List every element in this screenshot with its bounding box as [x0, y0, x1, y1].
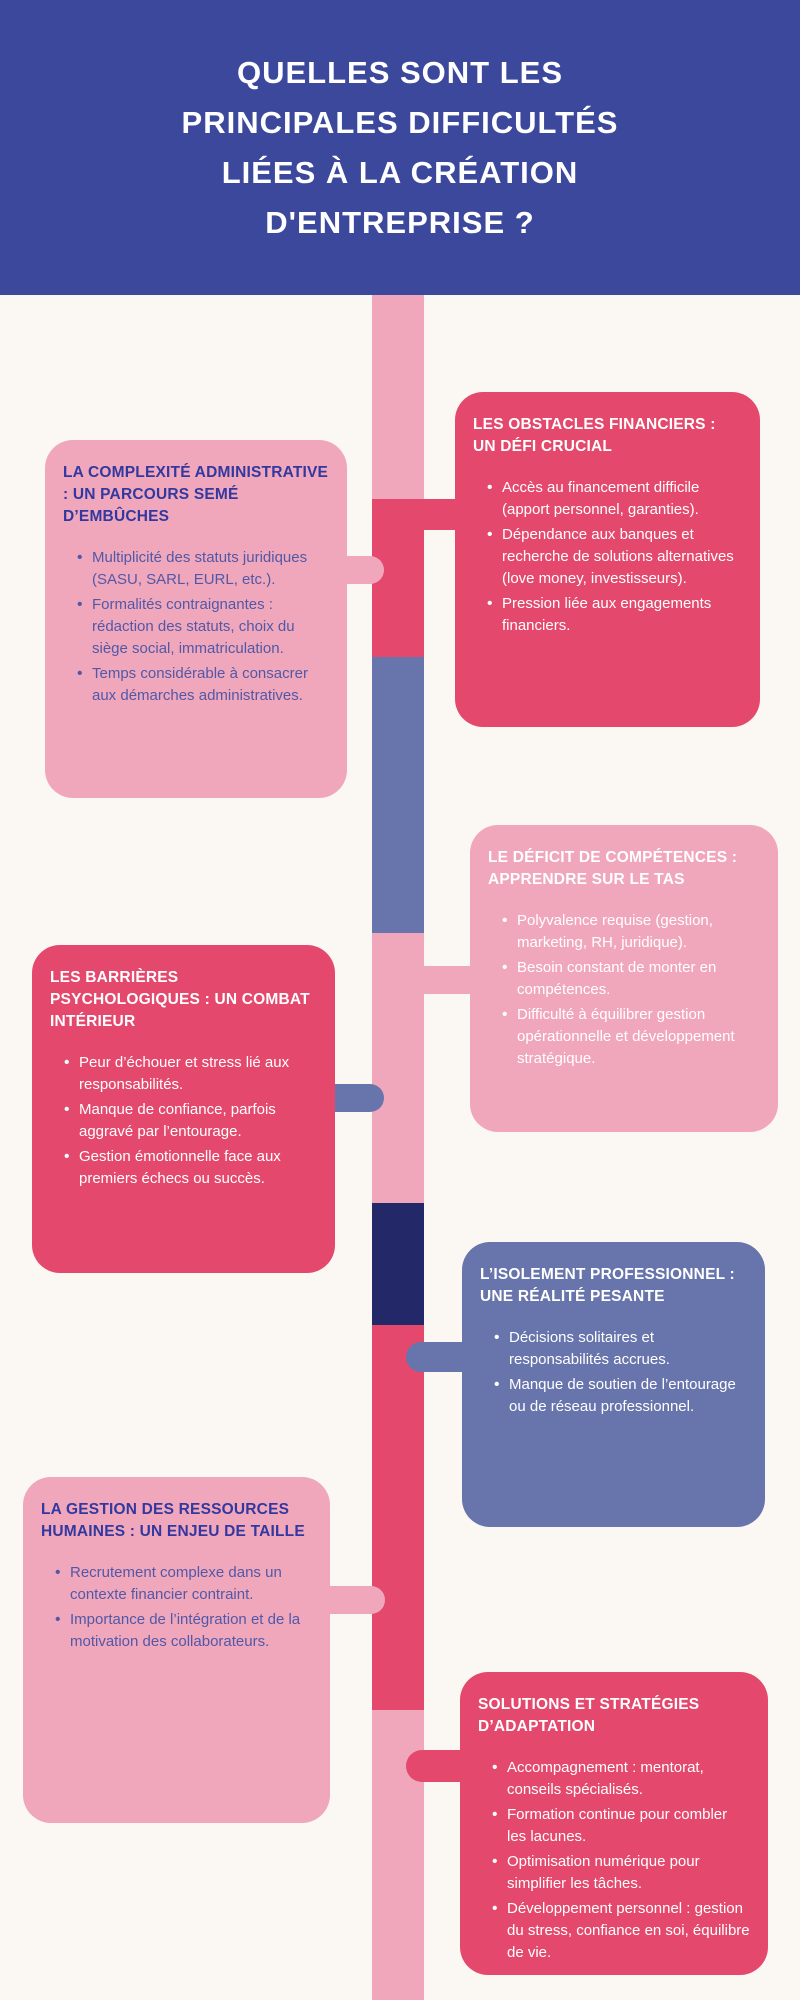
card-bullet-list	[488, 910, 760, 1070]
page-title-line: PRINCIPALES DIFFICULTÉS	[181, 104, 619, 140]
bullet-item: • Formation continue pour combler les lacunes.	[507, 1804, 750, 1848]
bullet-item: • Recrutement complexe dans un contexte financier contraint.	[70, 1562, 312, 1606]
bullet-item: • Optimisation numérique pour simplifier les tâches.	[507, 1851, 750, 1895]
timeline-segment-pink-1	[372, 295, 424, 499]
bullet-item: • Dépendance aux banques et recherche de solutions alternatives (love money, investisseurs).	[502, 524, 742, 590]
bullet-item: • Difficulté à équilibrer gestion opérationnelle et développement stratégique.	[517, 1004, 760, 1070]
bullet-item: • Multiplicité des statuts juridiques (SASU, SARL, EURL, etc.).	[92, 547, 329, 591]
bullet-item: • Peur d’échouer et stress lié aux responsabilités.	[79, 1052, 317, 1096]
bullet-item: • Polyvalence requise (gestion, marketing, RH, juridique).	[517, 910, 760, 954]
connector-gestion-rh	[330, 1586, 385, 1614]
connector-isolement-professionnel	[406, 1342, 468, 1372]
bullet-item: • Formalités contraignantes : rédaction des statuts, choix du siège social, immatriculation.	[92, 594, 329, 660]
page-title-line: D'ENTREPRISE ?	[265, 204, 535, 240]
timeline-segment-red-2	[372, 1325, 424, 1710]
card-isolement-professionnel	[462, 1242, 765, 1527]
card-title: LE DÉFICIT DE COMPÉTENCES : APPRENDRE SUR LE TAS	[488, 849, 738, 888]
bullet-item: • Gestion émotionnelle face aux premiers échecs ou succès.	[79, 1146, 317, 1190]
card-bullet-list	[41, 1562, 312, 1653]
page-title	[122, 48, 679, 248]
card-title: LES OBSTACLES FINANCIERS : UN DÉFI CRUCIAL	[473, 416, 716, 455]
page-title-line: QUELLES SONT LES	[236, 54, 563, 90]
connector-complexite-administrative	[346, 556, 384, 584]
card-bullet-list	[480, 1327, 747, 1418]
bullet-item: • Décisions solitaires et responsabilités accrues.	[509, 1327, 747, 1371]
bullet-item: • Manque de soutien de l’entourage ou de réseau professionnel.	[509, 1374, 747, 1418]
card-title: LES BARRIÈRES PSYCHOLOGIQUES : UN COMBAT INTÉRIEUR	[50, 969, 310, 1030]
timeline-segment-pink-2	[372, 933, 424, 1203]
bullet-item: • Développement personnel : gestion du stress, confiance en soi, équilibre de vie.	[507, 1898, 750, 1964]
bullet-item: • Besoin constant de monter en compétences.	[517, 957, 760, 1001]
bullet-item: • Temps considérable à consacrer aux démarches administratives.	[92, 663, 329, 707]
card-title: LA COMPLEXITÉ ADMINISTRATIVE : UN PARCOURS SEMÉ D’EMBÛCHES	[63, 464, 329, 525]
card-deficit-competences	[470, 825, 778, 1132]
bullet-item: • Accès au financement difficile (apport personnel, garanties).	[502, 477, 742, 521]
card-bullet-list	[473, 477, 742, 637]
connector-solutions-strategies	[406, 1750, 466, 1782]
connector-barrieres-psychologiques	[332, 1084, 384, 1112]
card-title: LA GESTION DES RESSOURCES HUMAINES : UN ENJEU DE TAILLE	[41, 1501, 305, 1540]
bullet-item: • Accompagnement : mentorat, conseils spécialisés.	[507, 1757, 750, 1801]
timeline-segment-navy	[372, 1203, 424, 1325]
page-title-line: LIÉES À LA CRÉATION	[221, 154, 579, 190]
card-obstacles-financiers	[455, 392, 760, 727]
card-title: L’ISOLEMENT PROFESSIONNEL : UNE RÉALITÉ PESANTE	[480, 1266, 735, 1305]
card-barrieres-psychologiques	[32, 945, 335, 1273]
timeline-segment-purple-1	[372, 657, 424, 933]
header-banner	[0, 0, 800, 295]
card-bullet-list	[478, 1757, 750, 1964]
card-gestion-rh	[23, 1477, 330, 1823]
bullet-item: • Manque de confiance, parfois aggravé par l’entourage.	[79, 1099, 317, 1143]
bullet-item: • Importance de l’intégration et de la motivation des collaborateurs.	[70, 1609, 312, 1653]
card-bullet-list	[63, 547, 329, 707]
card-title: SOLUTIONS ET STRATÉGIES D’ADAPTATION	[478, 1696, 700, 1735]
card-complexite-administrative	[45, 440, 347, 798]
bullet-item: • Pression liée aux engagements financiers.	[502, 593, 742, 637]
card-bullet-list	[50, 1052, 317, 1190]
card-solutions-strategies	[460, 1672, 768, 1975]
